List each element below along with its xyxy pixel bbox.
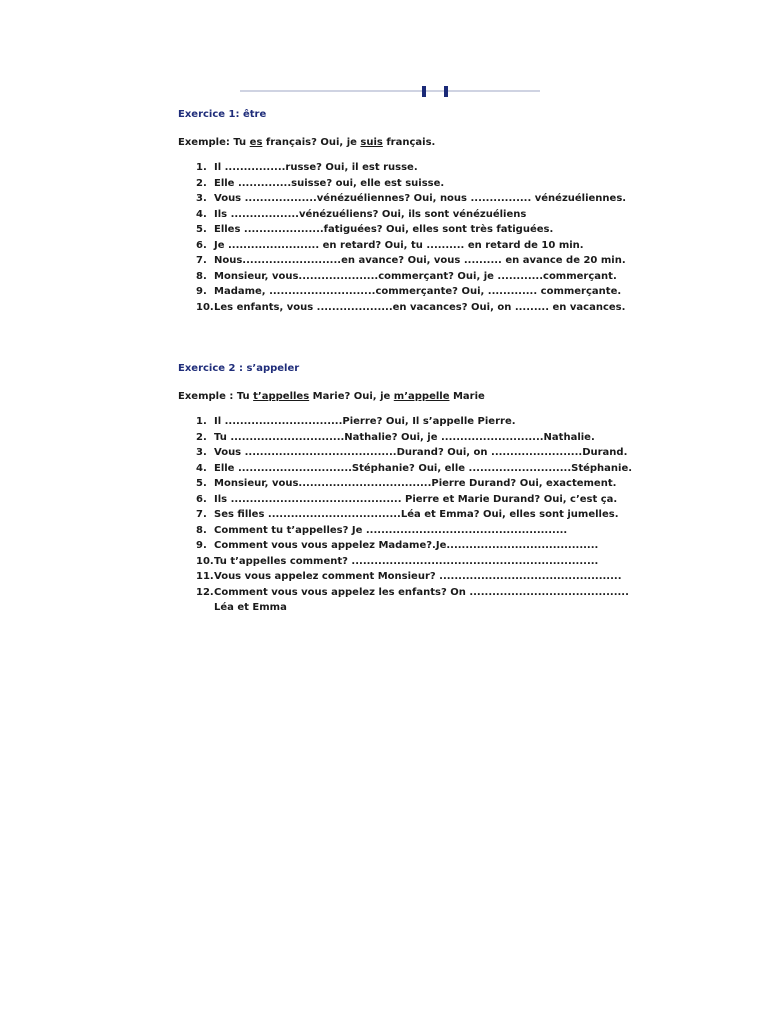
item-text: Vous ........................................Durand? Oui, on ........................Durand.	[214, 447, 628, 458]
example-underlined: es	[249, 137, 263, 148]
item-number: 10.	[196, 301, 214, 313]
exercise-item	[196, 554, 638, 570]
item-number: 11.	[196, 571, 214, 582]
item-number: 4.	[196, 462, 207, 474]
exercise-item	[196, 585, 638, 616]
example-text: Marie	[449, 391, 485, 402]
item-continuation: Léa et Emma	[214, 602, 287, 613]
exercise-item	[196, 300, 638, 316]
exercise-item	[196, 238, 638, 254]
exercise-item	[196, 176, 638, 192]
item-text: Elle ..............suisse? oui, elle est suisse.	[214, 177, 445, 189]
exercise-2-example	[178, 390, 638, 404]
exercise-2-section	[178, 362, 638, 616]
example-underlined: m’appelle	[393, 391, 450, 402]
item-number: 8.	[196, 270, 207, 282]
example-text: français.	[382, 137, 436, 148]
exercise-item	[196, 269, 638, 285]
item-text: Ses filles ...................................Léa et Emma? Oui, elles sont jumelles.	[214, 509, 619, 520]
exercise-item	[196, 207, 638, 223]
item-text: Tu t’appelles comment? .................................................................	[214, 555, 599, 567]
item-number: 8.	[196, 524, 207, 536]
item-text: Nous..........................en avance? Oui, vous .......... en avance de 20 min.	[214, 255, 626, 266]
item-number: 6.	[196, 239, 207, 251]
item-number: 1.	[196, 162, 207, 173]
item-number: 9.	[196, 286, 207, 297]
item-text: Elles .....................fatiguées? Oui, elles sont très fatiguées.	[214, 224, 554, 235]
item-text: Vous vous appelez comment Monsieur? ................................................	[214, 571, 622, 582]
exercise-item	[196, 507, 638, 523]
item-text: Ils ..................vénézuéliens? Oui, ils sont vénézuéliens	[214, 208, 527, 220]
item-text: Il ...............................Pierre? Oui, Il s’appelle Pierre.	[214, 416, 516, 427]
item-number: 6.	[196, 493, 207, 505]
item-number: 7.	[196, 255, 207, 266]
exercise-item	[196, 430, 638, 446]
item-text: Comment tu t’appelles? Je .....................................................	[214, 524, 568, 536]
example-text: français? Oui, je	[262, 137, 361, 148]
exercise-item	[196, 160, 638, 176]
item-number: 4.	[196, 208, 207, 220]
exercise-item	[196, 492, 638, 508]
item-text: Je ........................ en retard? Oui, tu .......... en retard de 10 min.	[214, 239, 584, 251]
example-text: Exemple : Tu	[178, 391, 254, 402]
exercise-2-title: Exercice 2 : s’appeler	[178, 363, 300, 374]
item-number: 3.	[196, 193, 207, 204]
item-text: Ils ............................................. Pierre et Marie Durand? Oui, c’est ça.	[214, 493, 618, 505]
exercise-1-example	[178, 136, 638, 150]
exercise-item	[196, 414, 638, 430]
item-number: 9.	[196, 540, 207, 551]
item-text: Les enfants, vous ....................en vacances? Oui, on ......... en vacances.	[214, 301, 626, 313]
item-number: 1.	[196, 416, 207, 427]
exercise-2-list	[196, 414, 638, 616]
exercise-item	[196, 569, 638, 585]
exercise-item	[196, 191, 638, 207]
exercise-item	[196, 253, 638, 269]
item-text: Il ................russe? Oui, il est russe.	[214, 162, 418, 173]
exercise-item	[196, 523, 638, 539]
item-number: 7.	[196, 509, 207, 520]
item-number: 12.	[196, 586, 214, 598]
example-text: Exemple: Tu	[178, 137, 250, 148]
exercise-1-list	[196, 160, 638, 315]
item-number: 5.	[196, 224, 207, 235]
exercise-item	[196, 284, 638, 300]
example-underlined: t’appelles	[253, 391, 310, 402]
cropped-header-fragment	[240, 84, 540, 98]
exercise-item	[196, 538, 638, 554]
item-number: 5.	[196, 478, 207, 489]
exercise-item	[196, 476, 638, 492]
header-rule	[240, 90, 540, 92]
exercise-1-section	[178, 108, 638, 315]
item-text: Vous ...................vénézuéliennes? Oui, nous ................ vénézuéliennes.	[214, 193, 627, 204]
item-number: 2.	[196, 431, 207, 443]
item-number: 2.	[196, 177, 207, 189]
item-number: 10.	[196, 555, 214, 567]
exercise-1-title: Exercice 1: être	[178, 109, 267, 120]
example-underlined: suis	[360, 137, 383, 148]
header-mark	[444, 86, 448, 97]
header-mark	[422, 86, 426, 97]
example-text: Marie? Oui, je	[309, 391, 394, 402]
exercise-item	[196, 222, 638, 238]
item-text: Comment vous vous appelez Madame?.Je........................................	[214, 540, 599, 551]
item-text: Monsieur, vous.....................commerçant? Oui, je ............commerçant.	[214, 270, 617, 282]
item-text: Madame, ............................commerçante? Oui, ............. commerçante.	[214, 286, 622, 297]
exercise-item	[196, 445, 638, 461]
item-text: Monsieur, vous...................................Pierre Durand? Oui, exactement.	[214, 478, 617, 489]
item-text: Tu ..............................Nathalie? Oui, je ...........................Nathalie.	[214, 431, 595, 443]
item-number: 3.	[196, 447, 207, 458]
item-text: Elle ..............................Stéphanie? Oui, elle ...........................Stéphanie.	[214, 462, 633, 474]
item-text: Comment vous vous appelez les enfants? On ..........................................	[214, 586, 629, 598]
exercise-item	[196, 461, 638, 477]
